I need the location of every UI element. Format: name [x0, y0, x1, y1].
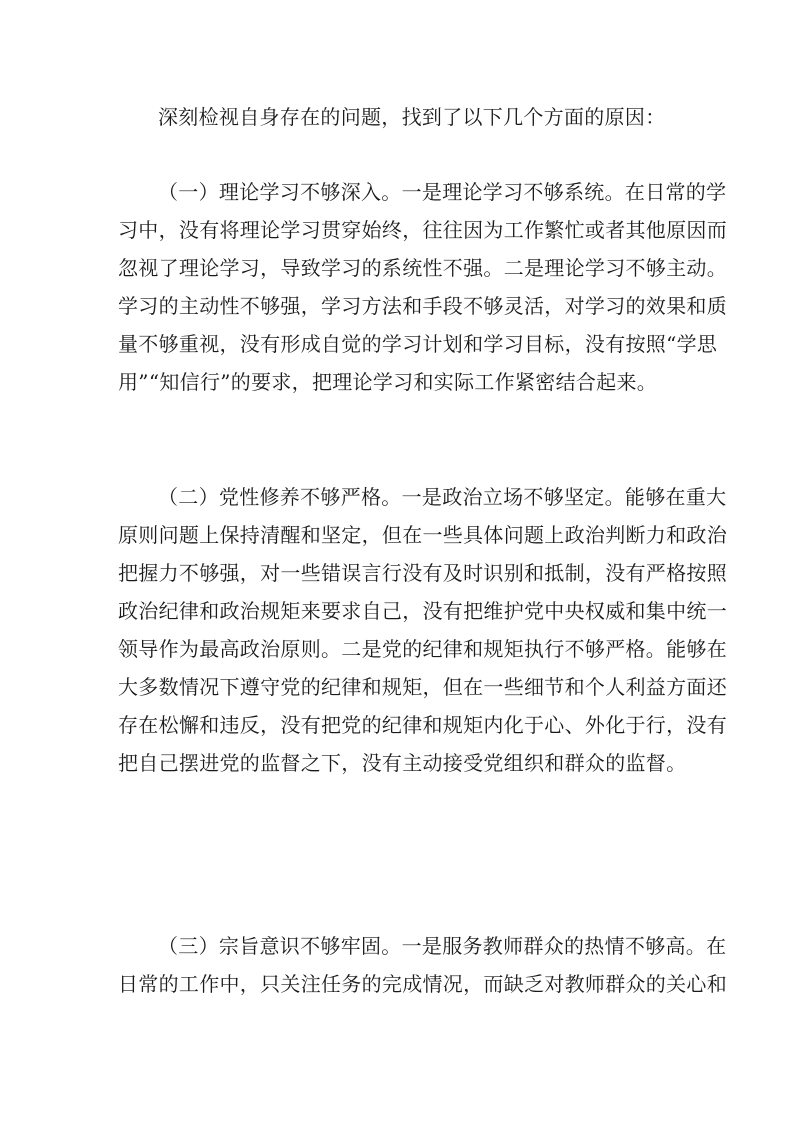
paragraph-1-line-5: 量不够重视，没有形成自觉的学习计划和学习目标，没有按照“学思 — [118, 332, 718, 356]
paragraph-1-line-4: 学习的主动性不够强，学习方法和手段不够灵活，对学习的效果和质 — [118, 294, 727, 318]
paragraph-1-line-1: （一）理论学习不够深入。一是理论学习不够系统。在日常的学 — [158, 180, 727, 204]
paragraph-2-line-6: 大多数情况下遵守党的纪律和规矩，但在一些细节和个人利益方面还 — [118, 675, 727, 699]
paragraph-2-line-8: 把自己摆进党的监督之下，没有主动接受党组织和群众的监督。 — [118, 751, 687, 775]
paragraph-2-line-5: 领导作为最高政治原则。二是党的纪律和规矩执行不够严格。能够在 — [118, 637, 727, 661]
intro-line: 深刻检视自身存在的问题，找到了以下几个方面的原因： — [158, 105, 666, 129]
paragraph-2-line-2: 原则问题上保持清醒和坚定，但在一些具体问题上政治判断力和政治 — [118, 523, 727, 547]
paragraph-1-line-2: 习中，没有将理论学习贯穿始终，往往因为工作繁忙或者其他原因而 — [118, 218, 727, 242]
paragraph-2-line-1: （二）党性修养不够严格。一是政治立场不够坚定。能够在重大 — [158, 485, 727, 509]
paragraph-2-line-3: 把握力不够强，对一些错误言行没有及时识别和抵制，没有严格按照 — [118, 561, 727, 585]
paragraph-2-line-7: 存在松懈和违反，没有把党的纪律和规矩内化于心、外化于行，没有 — [118, 713, 727, 737]
paragraph-3-line-2: 日常的工作中，只关注任务的完成情况，而缺乏对教师群众的关心和 — [118, 972, 727, 996]
paragraph-1-line-6: 用”“知信行”的要求，把理论学习和实际工作紧密结合起来。 — [118, 370, 658, 394]
paragraph-2-line-4: 政治纪律和政治规矩来要求自己，没有把维护党中央权威和集中统一 — [118, 599, 727, 623]
paragraph-3-line-1: （三）宗旨意识不够牢固。一是服务教师群众的热情不够高。在 — [158, 934, 727, 958]
paragraph-1-line-3: 忽视了理论学习，导致学习的系统性不强。二是理论学习不够主动。 — [118, 256, 727, 280]
